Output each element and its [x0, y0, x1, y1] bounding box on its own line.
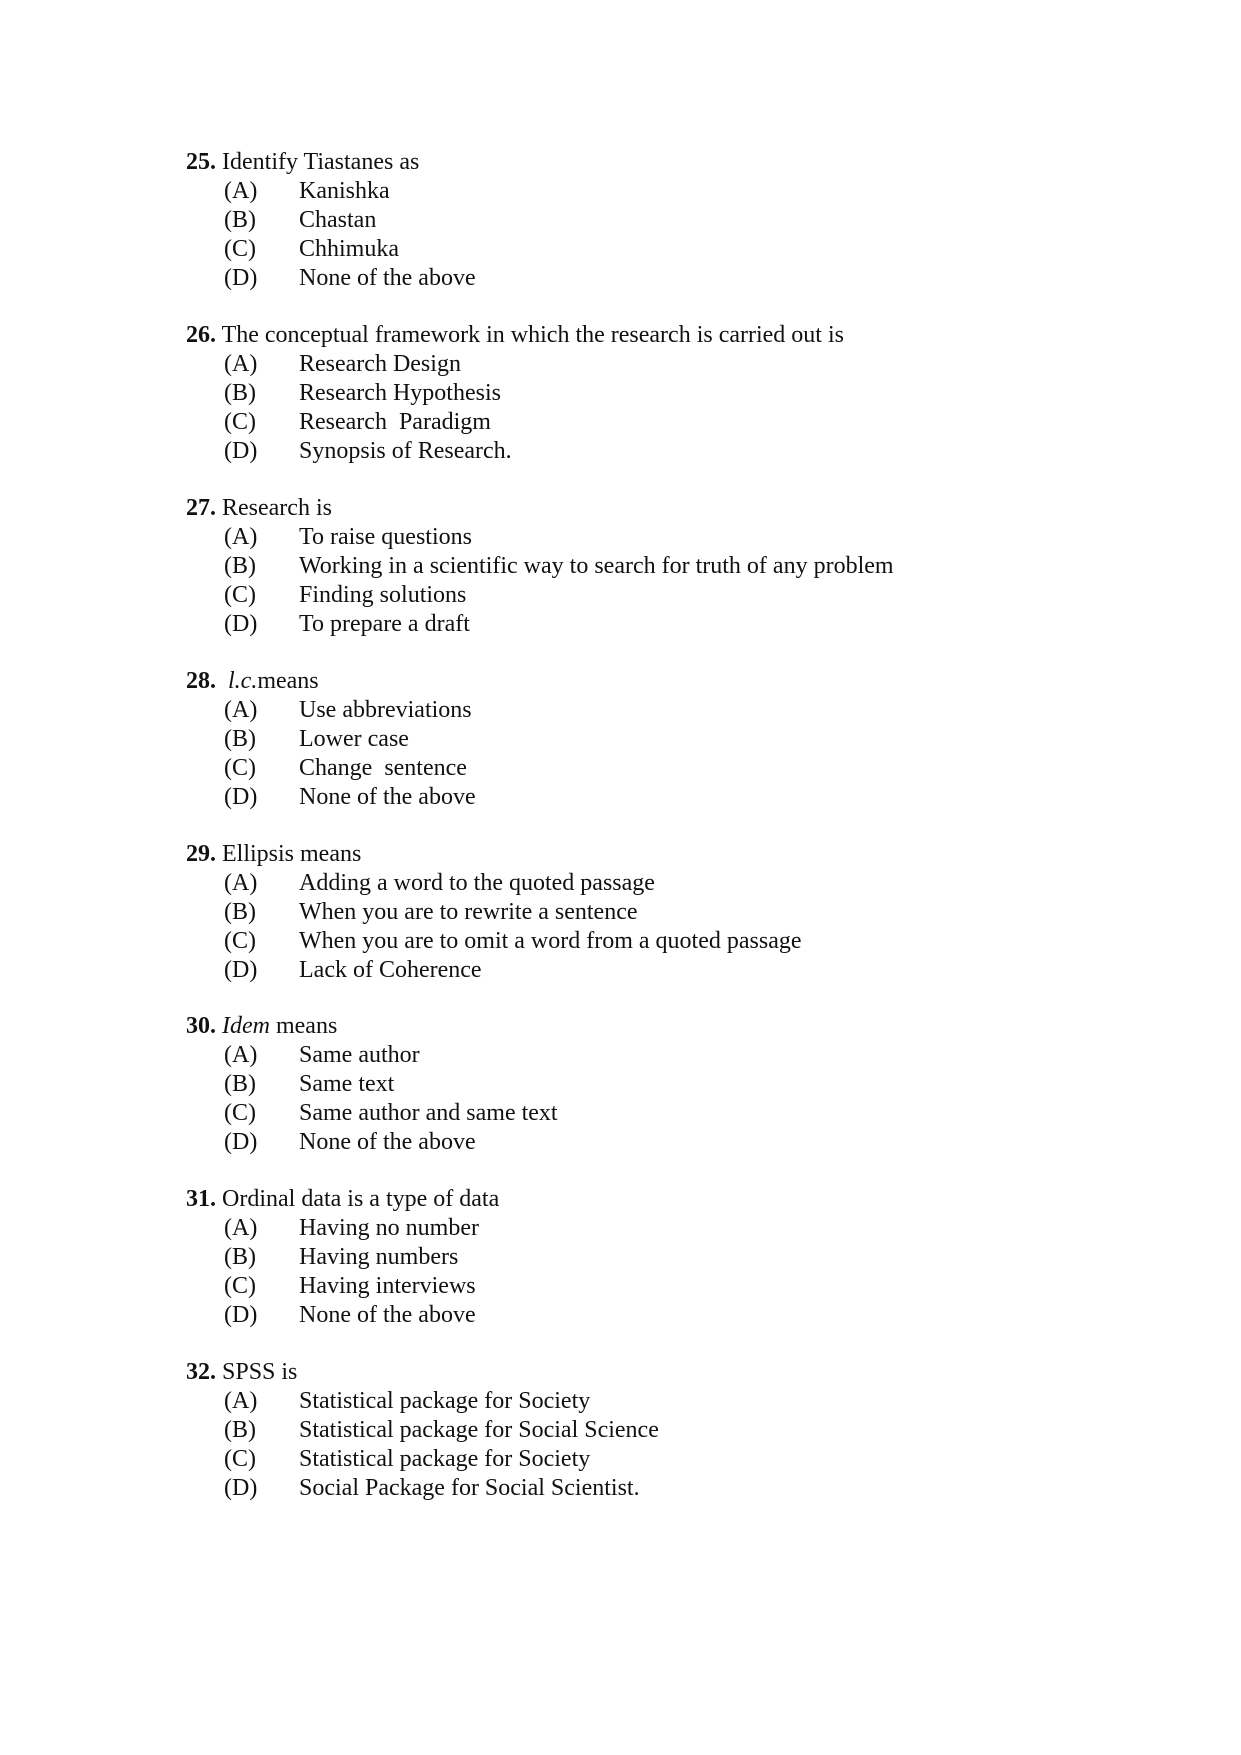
option-letter: (B): [224, 207, 256, 233]
question-number: 26.: [186, 322, 216, 348]
option-text: To raise questions: [299, 524, 472, 550]
option-letter: (A): [224, 178, 258, 204]
option-letter: (A): [224, 697, 258, 723]
question-text: The conceptual framework in which the research is carried out is: [221, 322, 844, 348]
question-number: 31.: [186, 1186, 216, 1212]
option-letter: (D): [224, 611, 258, 637]
option-a: [186, 1041, 1166, 1070]
option-b: [186, 1070, 1166, 1099]
question-stem: [186, 321, 1166, 350]
option-letter: (B): [224, 553, 256, 579]
option-text: Statistical package for Society: [299, 1388, 591, 1414]
option-text: Use abbreviations: [299, 697, 472, 723]
question-28: [186, 667, 1166, 812]
option-d: [186, 1128, 1166, 1157]
question-text: Identify Tiastanes as: [222, 149, 420, 175]
option-c: [186, 1445, 1166, 1474]
question-32: [186, 1358, 1166, 1503]
option-letter: (D): [224, 1302, 258, 1328]
option-d: [186, 437, 1166, 466]
question-text: [222, 1013, 337, 1039]
option-text: To prepare a draft: [299, 611, 470, 637]
question-text-rest: means: [269, 1013, 338, 1039]
option-letter: (C): [224, 1273, 256, 1299]
option-b: [186, 898, 1166, 927]
option-text: Same author and same text: [299, 1100, 558, 1126]
option-b: [186, 206, 1166, 235]
option-text: Same author: [299, 1042, 420, 1068]
option-text: Lack of Coherence: [299, 957, 482, 983]
option-text: Adding a word to the quoted passage: [299, 870, 655, 896]
question-stem: [186, 840, 1166, 869]
option-text: Having interviews: [299, 1273, 476, 1299]
option-d: [186, 783, 1166, 812]
option-text: Kanishka: [299, 178, 390, 204]
option-letter: (C): [224, 1100, 256, 1126]
question-text: SPSS is: [222, 1359, 298, 1385]
question-stem: [186, 667, 1166, 696]
option-c: [186, 581, 1166, 610]
question-number: 27.: [186, 495, 216, 521]
question-text: [228, 668, 319, 694]
question-text: Ellipsis means: [222, 841, 362, 867]
option-c: [186, 408, 1166, 437]
question-stem: [186, 1358, 1166, 1387]
option-letter: (B): [224, 1244, 256, 1270]
option-letter: (B): [224, 899, 256, 925]
option-letter: (C): [224, 928, 256, 954]
question-30: [186, 1012, 1166, 1157]
option-c: [186, 1272, 1166, 1301]
option-letter: (C): [224, 755, 256, 781]
option-d: [186, 264, 1166, 293]
option-letter: (D): [224, 1475, 258, 1501]
option-text: None of the above: [299, 784, 476, 810]
option-letter: (D): [224, 957, 258, 983]
option-letter: (B): [224, 726, 256, 752]
option-text: Having numbers: [299, 1244, 459, 1270]
option-text: None of the above: [299, 1302, 476, 1328]
question-text: Research is: [222, 495, 332, 521]
option-c: [186, 1099, 1166, 1128]
question-text: Ordinal data is a type of data: [222, 1186, 500, 1212]
option-a: [186, 523, 1166, 552]
option-text: None of the above: [299, 265, 476, 291]
option-letter: (B): [224, 380, 256, 406]
option-text: None of the above: [299, 1129, 476, 1155]
option-text: Synopsis of Research.: [299, 438, 512, 464]
option-text: Change sentence: [299, 755, 467, 781]
option-c: [186, 927, 1166, 956]
option-b: [186, 1416, 1166, 1445]
option-b: [186, 552, 1166, 581]
question-number: 28.: [186, 668, 216, 694]
option-letter: (C): [224, 1446, 256, 1472]
question-stem: [186, 148, 1166, 177]
question-number: 30.: [186, 1013, 216, 1039]
question-number: 29.: [186, 841, 216, 867]
option-letter: (C): [224, 236, 256, 262]
option-letter: (D): [224, 438, 258, 464]
question-text-italic: Idem: [222, 1013, 270, 1039]
option-text: Chhimuka: [299, 236, 399, 262]
option-text: Research Design: [299, 351, 461, 377]
option-text: Research Paradigm: [299, 409, 491, 435]
option-text: Finding solutions: [299, 582, 467, 608]
option-d: [186, 1301, 1166, 1330]
option-b: [186, 1243, 1166, 1272]
option-letter: (A): [224, 1388, 258, 1414]
option-text: Having no number: [299, 1215, 479, 1241]
option-text: Statistical package for Social Science: [299, 1417, 659, 1443]
option-letter: (B): [224, 1417, 256, 1443]
option-text: Statistical package for Society: [299, 1446, 591, 1472]
question-number: 25.: [186, 149, 216, 175]
option-b: [186, 725, 1166, 754]
option-a: [186, 1387, 1166, 1416]
option-letter: (B): [224, 1071, 256, 1097]
option-a: [186, 350, 1166, 379]
option-d: [186, 1474, 1166, 1503]
option-a: [186, 869, 1166, 898]
option-a: [186, 696, 1166, 725]
option-text: When you are to omit a word from a quoted passage: [299, 928, 802, 954]
option-letter: (A): [224, 1215, 258, 1241]
question-29: [186, 840, 1166, 985]
question-26: [186, 321, 1166, 466]
option-letter: (D): [224, 1129, 258, 1155]
option-a: [186, 177, 1166, 206]
question-text-italic: l.c.: [228, 668, 258, 694]
option-text: Same text: [299, 1071, 395, 1097]
option-letter: (A): [224, 351, 258, 377]
question-text-rest: means: [257, 668, 319, 694]
question-25: [186, 148, 1166, 293]
option-a: [186, 1214, 1166, 1243]
option-letter: (A): [224, 1042, 258, 1068]
option-text: Chastan: [299, 207, 377, 233]
option-letter: (A): [224, 524, 258, 550]
option-c: [186, 754, 1166, 783]
question-stem: [186, 1185, 1166, 1214]
question-27: [186, 494, 1166, 639]
question-31: [186, 1185, 1166, 1330]
option-letter: (D): [224, 265, 258, 291]
option-text: Research Hypothesis: [299, 380, 501, 406]
question-number: 32.: [186, 1359, 216, 1385]
option-b: [186, 379, 1166, 408]
option-d: [186, 956, 1166, 985]
option-c: [186, 235, 1166, 264]
option-text: Working in a scientific way to search for truth of any problem: [299, 553, 894, 579]
question-stem: [186, 1012, 1166, 1041]
question-stem: [186, 494, 1166, 523]
option-letter: (C): [224, 582, 256, 608]
option-letter: (A): [224, 870, 258, 896]
option-letter: (C): [224, 409, 256, 435]
option-text: When you are to rewrite a sentence: [299, 899, 638, 925]
option-text: Social Package for Social Scientist.: [299, 1475, 640, 1501]
option-text: Lower case: [299, 726, 409, 752]
option-letter: (D): [224, 784, 258, 810]
option-d: [186, 610, 1166, 639]
